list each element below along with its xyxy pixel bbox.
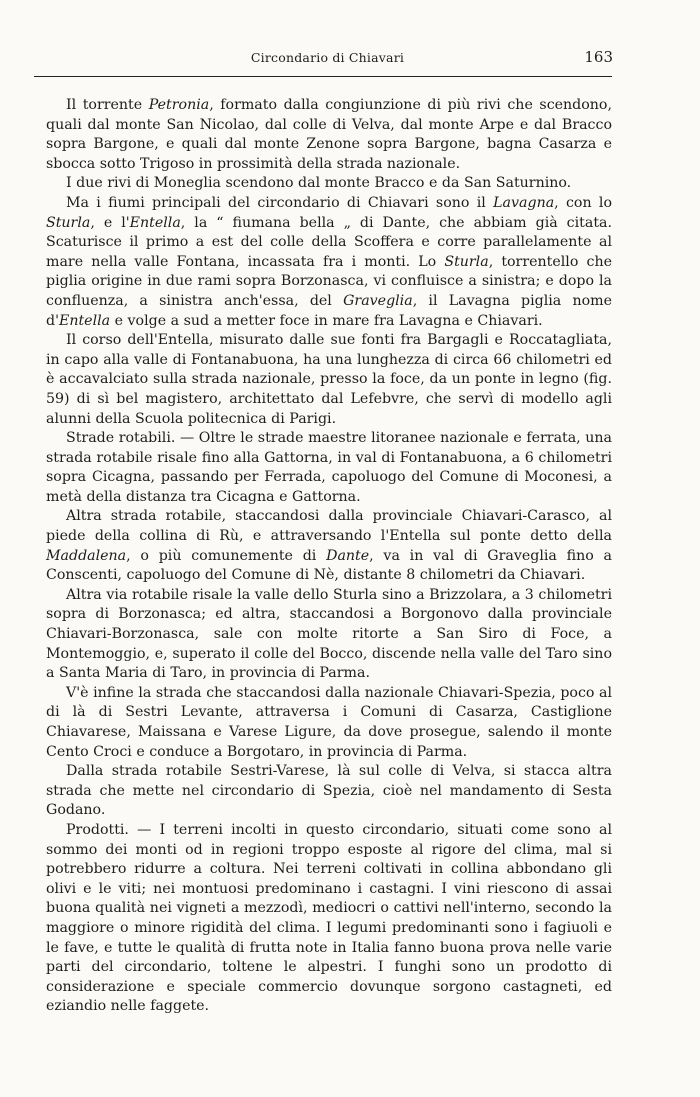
text-run: Il torrente [66, 97, 149, 113]
paragraph-sturla-via [46, 586, 612, 684]
running-title: Circondario di Chiavari [250, 50, 405, 65]
text-run: , va in val di Graveglia fino a Conscenti, capoluogo del Comune di Nè, distante 8 chilometri da Chiavari. [46, 547, 612, 584]
paragraph-petronia [46, 96, 612, 174]
italic-term: Petronia [148, 97, 210, 113]
text-run: Strade rotabili. — Oltre le strade maestre litoranee nazionale e ferrata, una strada rotabile risale fino alla Gattorna, in val di Fontanabuona, a 6 chilometri sopra Cicagna, passando per Ferrada, capoluogo del Comune di Moconesi, a metà della distanza tra Cicagna e Gattorna. [46, 430, 612, 505]
body-text [46, 96, 612, 1017]
paragraph-carasco [46, 507, 612, 585]
italic-term: Lavagna [493, 194, 555, 211]
italic-term: Maddalena [46, 547, 127, 564]
paragraph-entella [46, 331, 612, 429]
italic-term: Sturla [444, 253, 489, 270]
text-run: Dalla strada rotabile Sestri-Varese, là sul colle di Velva, si stacca altra strada che mette nel circondario di Spezia, cioè nel mandamento di Sesta Godano. [46, 763, 612, 819]
text-run: Altra via rotabile risale la valle dello Sturla sino a Brizzolara, a 3 chilometri sopra di Borzonasca; ed altra, staccandosi a Borgonovo dalla provinciale Chiavari-Borzonasca, sale con molte ritorte a San Siro di Foce, a Montemoggio, e, superato il colle del Bocco, discende nella valle del Taro sino a Santa Maria di Taro, in provincia di Parma. [46, 586, 612, 682]
paragraph-fiumi-principali [46, 194, 612, 331]
paragraph-chiavari-spezia [46, 684, 612, 762]
paragraph-sestri-varese [46, 762, 612, 821]
text-run: Il corso dell'Entella, misurato dalle sue fonti fra Bargagli e Roccatagliata, in capo alla valle di Fontanabuona, ha una lunghezza di circa 66 chilometri ed è accavalciato sulla strada nazionale, presso la foce, da un ponte in legno (fig. 59) di sì bel magistero, architettato dal Lefebvre, che servì di modello agli alunni della Scuola politecnica di Parigi. [46, 332, 612, 427]
text-run: V'è infine la strada che staccandosi dalla nazionale Chiavari-Spezia, poco al di là di Sestri Levante, attraversa i Comuni di Casarza, Castiglione Chiavarese, Maissana e Varese Ligure, da dove prosegue, salendo il monte Cento Croci e conduce a Borgotaro, in provincia di Parma. [46, 684, 612, 760]
italic-term: Graveglia [343, 292, 413, 309]
text-run: Ma i fiumi principali del circondario di Chiavari sono il [66, 194, 494, 211]
page-header [40, 50, 615, 68]
italic-term: Entella [129, 214, 181, 231]
text-run: , la “ fiumana bella „ di Dante, che abbiam già citata. Scaturisce il primo a est del colle della Scoffera e corre parallelamente al mare nella valle Fontana, incassata fra i monti. Lo [46, 214, 612, 270]
paragraph-prodotti [46, 821, 612, 1017]
paragraph-moneglia [46, 174, 612, 194]
italic-term: Dante [326, 547, 370, 564]
text-run: , il Lavagna piglia nome d' [46, 292, 613, 329]
text-run: , o più comunemente di [126, 547, 327, 564]
text-run: I due rivi di Moneglia scendono dal monte Bracco e da San Saturnino. [66, 175, 572, 192]
page-number: 163 [584, 48, 613, 66]
text-run: , torrentello che piglia origine in due rami sopra Borzonasca, vi confluisce a sinistra; e dopo la confluenza, a sinistra anch'essa, del [46, 253, 612, 309]
text-run: Altra strada rotabile, staccandosi dalla provinciale Chiavari-Carasco, al piede della collina di Rù, e attraversando l'Entella sul ponte detto della [46, 508, 612, 545]
paragraph-strade-rotabili [46, 429, 612, 507]
italic-term: Sturla [46, 214, 91, 231]
text-run: , e l' [90, 214, 130, 231]
text-run: Prodotti. — I terreni incolti in questo circondario, situati come sono al sommo dei monti od in regioni troppo esposte al rigore del clima, mal si potrebbero ridurre a coltura. Nei terreni coltivati in collina abbondano gli olivi e le viti; nei montuosi predominano i castagni. I vini riescono di assai buona qualità nei vigneti a mezzodì, mediocri o cattivi nell'interno, secondo la maggiore o minore rigidità del clima. I legumi predominanti sono i fagiuoli e le fave, e tutte le qualità di frutta note in Italia fanno buona prova nelle varie parti del circondario, toltene le alpestri. I funghi sono un prodotto di considerazione e speciale commercio dovunque sorgono castagneti, ed eziandio nelle faggete. [46, 821, 612, 1015]
text-run: e volge a sud a metter foce in mare fra Lavagna e Chiavari. [110, 312, 543, 329]
text-run: , con lo [554, 194, 613, 211]
italic-term: Entella [58, 312, 111, 329]
text-run: , formato dalla congiunzione di più rivi che scendono, quali dal monte San Nicolao, dal colle di Velva, dal monte Arpe e dal Bracco sopra Bargone, e quali dal monte Zenone sopra Bargone, bagna Casarza e sbocca sotto Trigoso in prossimità della strada nazionale. [46, 97, 612, 172]
header-rule [34, 76, 612, 77]
